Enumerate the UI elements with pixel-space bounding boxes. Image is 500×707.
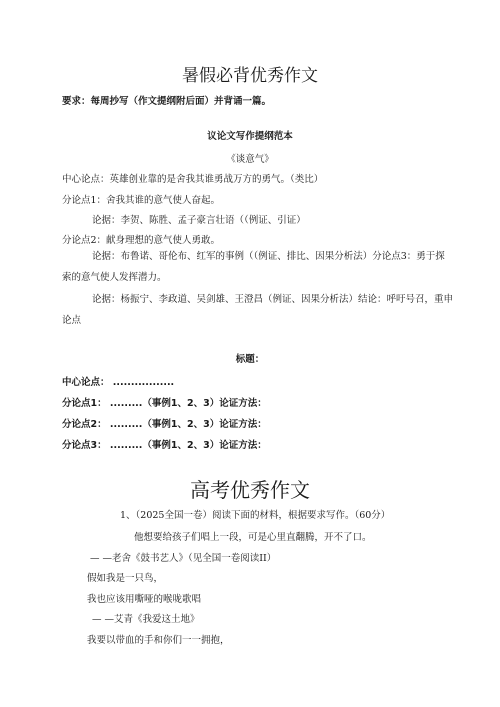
sub-point-1: 分论点1：舍我其谁的意气使人奋起。 [62,195,221,206]
section-title: 高考优秀作文 [190,478,310,502]
question-1: 1、（2025全国一卷）阅读下面的材料，根据要求写作。（60分） [120,510,391,521]
poem-line-1: 假如我是一只鸟， [87,573,164,584]
poem-line-2: 我也应该用嘶哑的喉咙歌唱 [87,594,202,605]
template-sub-point-1: 分论点1： .........（事例1、2、3）论证方法： [62,398,267,409]
argument-2: 论据：布鲁诺、哥伦布、红军的事例（（例证、排比、因果分析法）分论点3：勇于探索的意气使人发挥潜力。 [62,251,445,283]
essay-title: 《谈意气》 [226,154,274,165]
material-line-1: 他想要给孩子们唱上一段，可是心里直翻腾，开不了口。 [134,532,372,543]
requirement-text: 要求：每周抄写（作文提纲附后面）并背诵一篇。 [62,96,272,107]
outline-heading: 议论文写作提纲范本 [207,131,293,142]
template-title-label: 标题： [235,354,265,365]
page-title: 暑假必背优秀作文 [182,66,318,86]
material-source-1: — —老舍《鼓书艺人》（见全国一卷阅读II） [90,553,277,564]
central-point: 中心论点：英雄创业靠的是舍我其谁勇战万方的勇气。（类比） [62,174,324,185]
sub-point-2: 分论点2：献身理想的意气使人勇敢。 [62,235,221,246]
template-sub-point-2: 分论点2： .........（事例1、2、3）论证方法： [62,419,267,430]
argument-3: 论据：杨振宁、李政道、吴剑雄、王澄昌（例证、因果分析法）结论：呼吁号召，重申论点 [62,294,454,326]
argument-1: 论据：李贺、陈胜、孟子豪言壮语（（例证、引证） [92,215,306,226]
template-central-point: 中心论点： ................. [62,377,175,388]
material-source-2: — —艾青《我爱这土地》 [92,614,200,625]
material-line-2: 我要以带血的手和你们一一拥抱， [87,635,230,646]
template-sub-point-3: 分论点3： .........（事例1、2、3）论证方法： [62,440,267,451]
